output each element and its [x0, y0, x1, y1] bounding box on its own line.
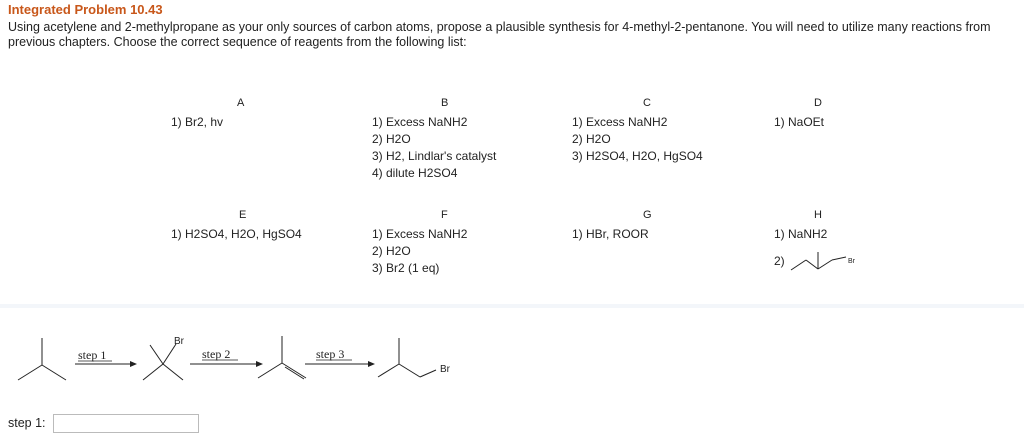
option-letter: F [441, 209, 448, 221]
bromine-label: Br [440, 364, 450, 375]
option-step: 1) Br2, hv [171, 115, 224, 129]
option-step: 1) Excess NaNH2 [372, 115, 468, 129]
option-step: 1) H2SO4, H2O, HgSO4 [171, 227, 302, 241]
option-letter: C [643, 97, 651, 109]
option-step: 2) H2O [572, 132, 611, 146]
option-letter: H [814, 209, 822, 221]
question-text: Using acetylene and 2-methylpropane as your only sources of carbon atoms, propose a plausible synthesis for 4-methyl-2-pentanone. You will need to utilize many reactions from previous chapters. Choose the correct sequence of reagents from the following list: [8, 20, 991, 49]
step-1-answer-label: step 1: [8, 415, 46, 430]
option-step: 1) NaNH2 [774, 227, 828, 241]
option-step: 2) H2O [372, 132, 411, 146]
option-step: 3) Br2 (1 eq) [372, 261, 440, 275]
option-letter: B [441, 97, 449, 109]
option-letter: E [239, 209, 247, 221]
problem-title: Integrated Problem 10.43 [8, 2, 163, 17]
section-divider [0, 304, 1024, 308]
bromobutane-structure [774, 227, 874, 277]
bromine-label: Br [848, 258, 855, 265]
option-step: 1) Excess NaNH2 [372, 227, 468, 241]
step-3-label: step 3 [316, 347, 345, 361]
option-step: 1) NaOEt [774, 115, 825, 129]
option-letter: G [643, 209, 652, 221]
option-letter: A [237, 97, 245, 109]
option-letter: D [814, 97, 822, 109]
step-1-label: step 1 [78, 348, 107, 362]
option-step: 1) HBr, ROOR [572, 227, 649, 241]
option-step: 3) H2, Lindlar's catalyst [372, 149, 497, 163]
reagent-options [0, 95, 1024, 305]
answer-row [8, 414, 199, 433]
option-step: 1) Excess NaNH2 [572, 115, 668, 129]
option-step: 4) dilute H2SO4 [372, 166, 458, 180]
option-step: 3) H2SO4, H2O, HgSO4 [572, 149, 703, 163]
option-step: 2) H2O [372, 244, 411, 258]
option-step: 2) [774, 254, 785, 268]
bromine-label: Br [174, 336, 184, 347]
step-2-label: step 2 [202, 347, 231, 361]
step-1-answer-input[interactable] [53, 414, 199, 433]
synthesis-scheme [0, 320, 520, 390]
